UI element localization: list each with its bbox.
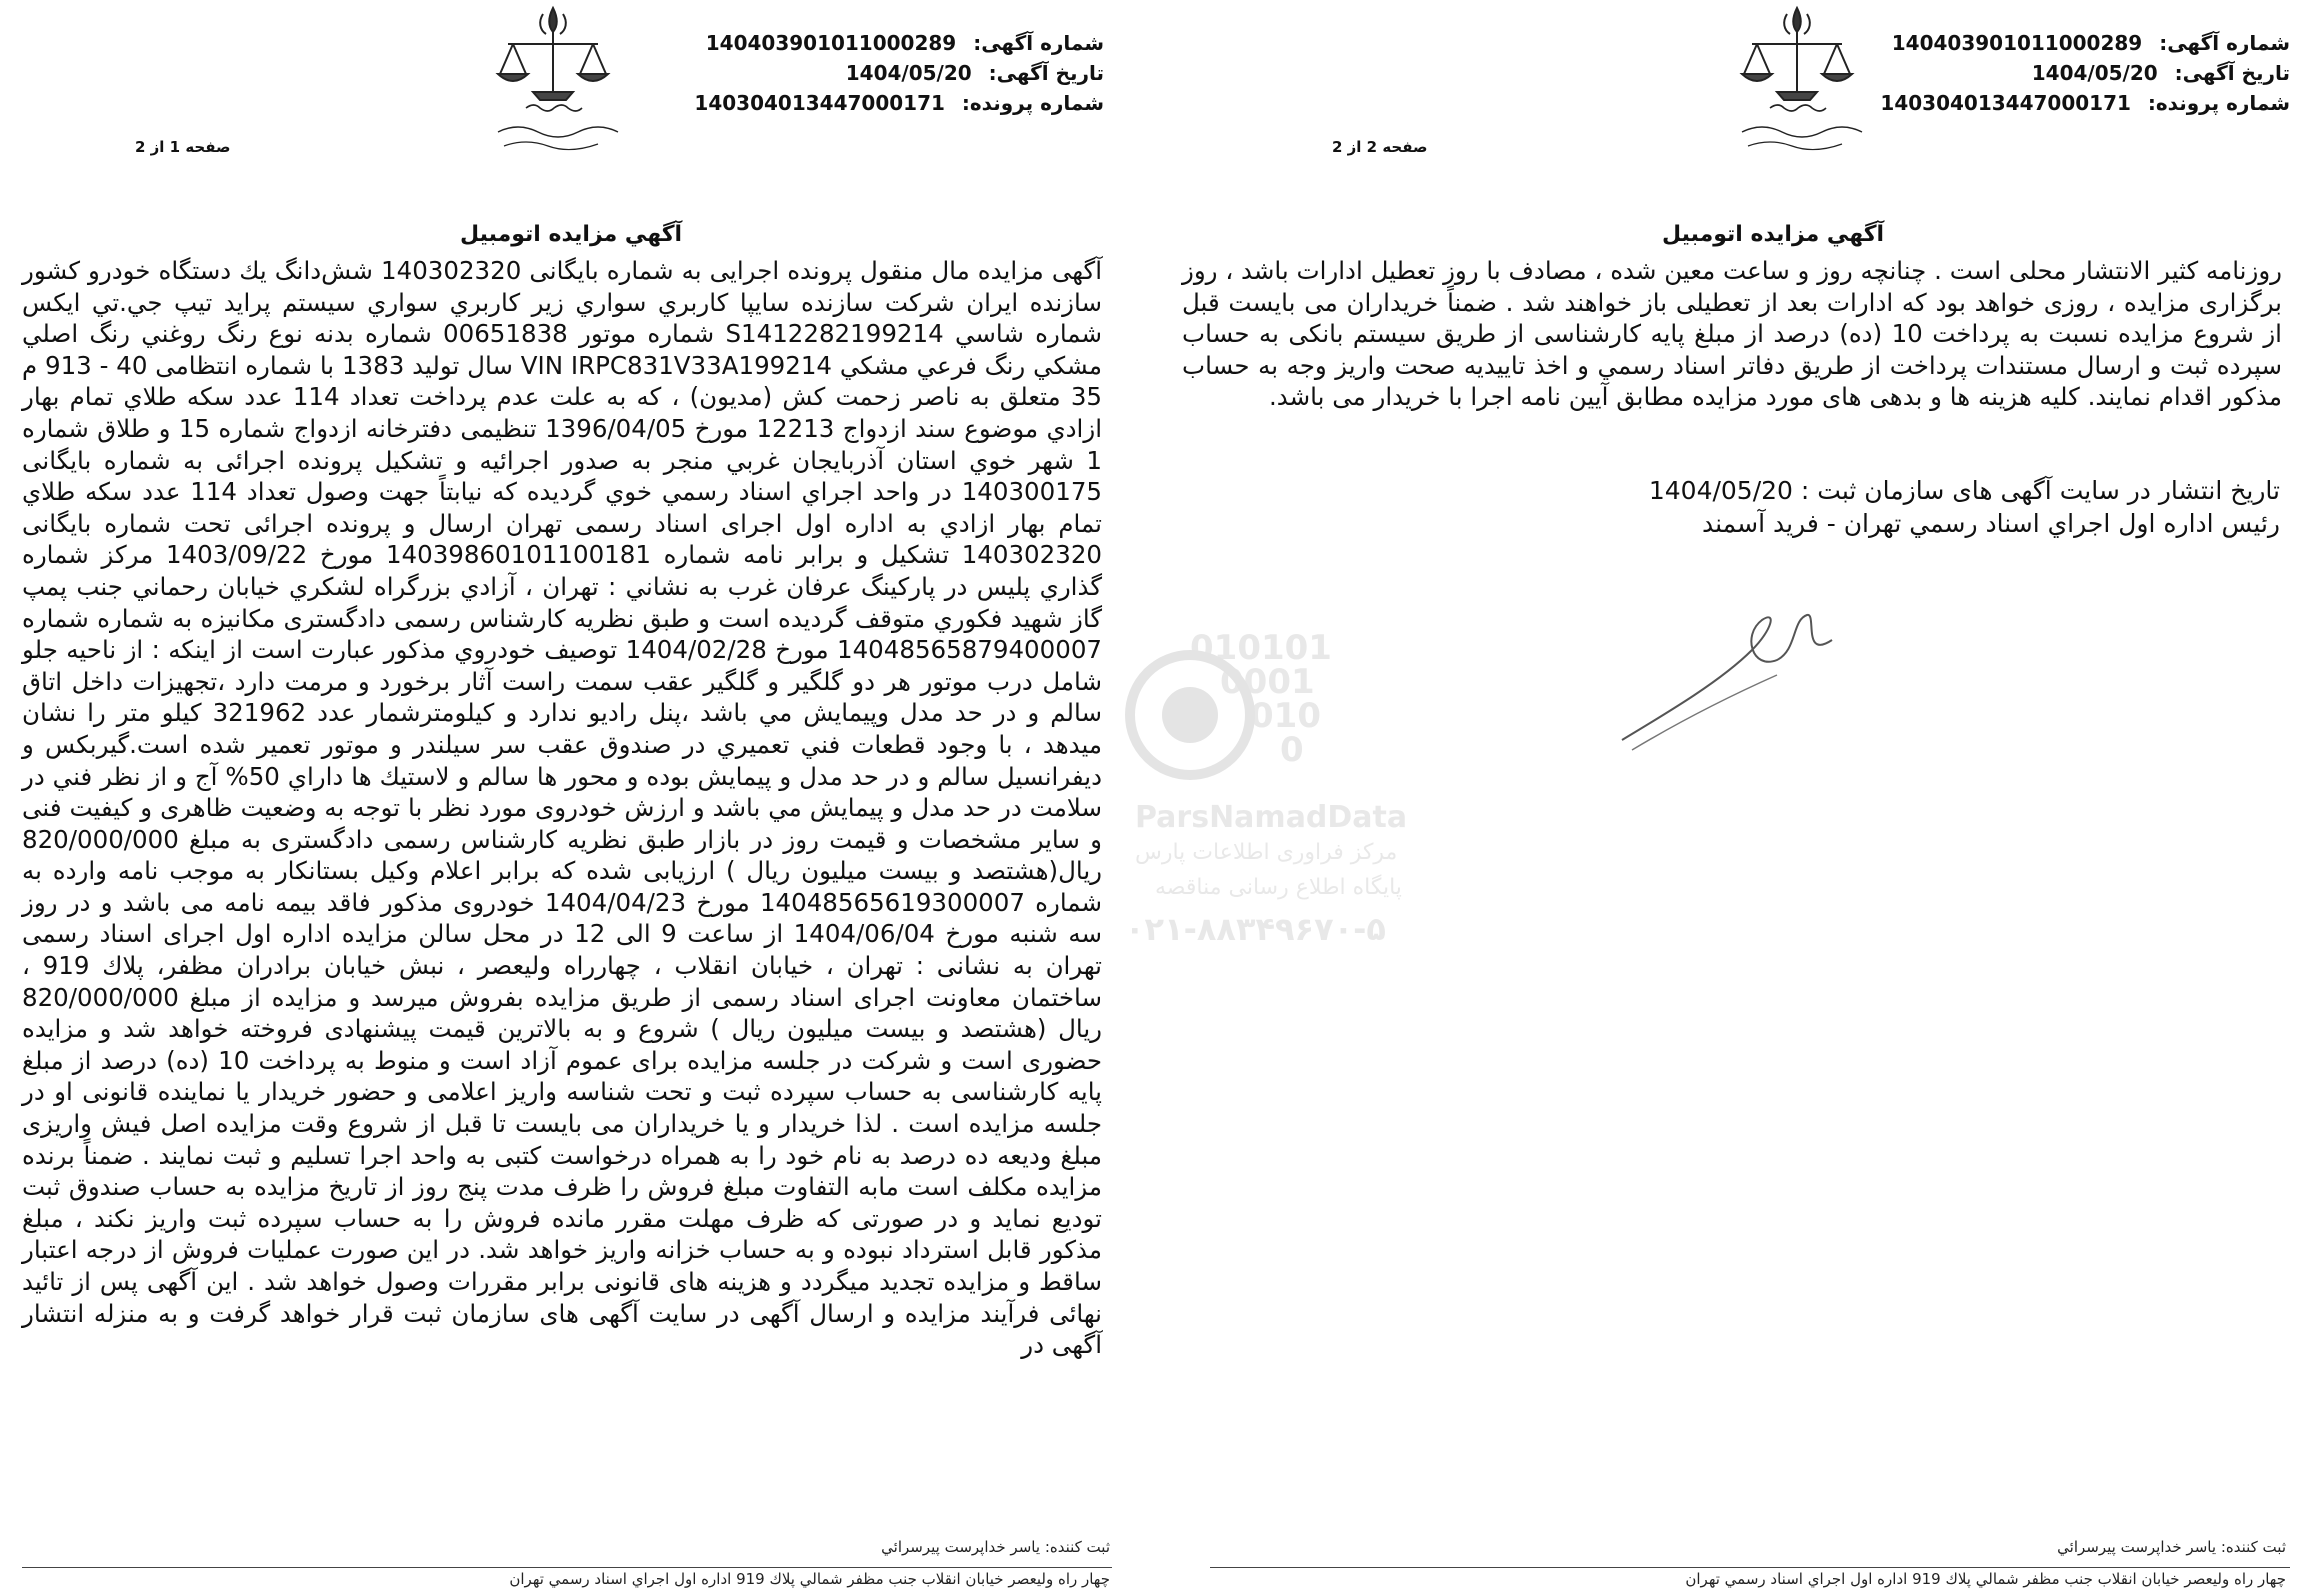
notice-date-label: تاریخ آگهی:	[2174, 61, 2290, 85]
footer-divider	[22, 1567, 1112, 1568]
chief-signatory-line: رئيس اداره اول اجراي اسناد رسمي تهران - فريد آسمند	[1702, 509, 2280, 538]
notice-number: 140403901011000289	[705, 31, 957, 55]
watermark-digits: 010101	[1190, 628, 1332, 668]
registrar-name: ياسر خداپرست پيرسرائي	[2057, 1538, 2217, 1556]
registrar-name: ياسر خداپرست پيرسرائي	[881, 1538, 1041, 1556]
notice-number-label: شماره آگهی:	[973, 31, 1104, 55]
notice-date: 1404/05/20	[2031, 61, 2158, 85]
watermark-digits: 010	[1250, 696, 1321, 736]
watermark-phone: ۰۲۱-۸۸۳۴۹۶۷۰-۵	[1125, 910, 1386, 948]
notice-date: 1404/05/20	[845, 61, 972, 85]
notice-date-row	[1880, 58, 2290, 88]
watermark-digits: 0001	[1220, 662, 1315, 702]
notice-title: آگهي مزايده اتومبيل	[460, 222, 683, 247]
registrar	[2057, 1538, 2286, 1556]
parsnamad-watermark	[1095, 600, 1408, 1020]
office-address: چهار راه وليعصر خيابان انقلاب جنب مظفر شمالي پلاك 919 اداره اول اجراي اسناد رسمي تهران	[1685, 1570, 2286, 1588]
notice-body: روزنامه كثير الانتشار محلی است . چنانچه روز و ساعت معين شده ، مصادف با روز تعطيل ادارات باشد ، روز برگزاری مزايده ، روزی خواهد بود كه ادارات بعد از تعطيلی باز خواهند شد . ضمناً خريداران می بايست قبل از شروع مزايده نسبت به پرداخت 10 (ده) درصد از مبلغ پايه كارشناسی از طريق سيستم بانكی به حساب سپرده ثبت و ارسال مستندات پرداخت از طريق دفاتر اسناد رسمي و اخذ تاييديه صحت واريز وجه به حساب مذكور اقدام نمايند. كليه هزينه ها و بدهی های مورد مزايده مطابق آيين نامه اجرا با خريدار می باشد.	[1182, 256, 2282, 412]
registrar	[881, 1538, 1110, 1556]
notice-body: آگهی مزایده مال منقول پرونده اجرایی به شماره بایگانی 140302320 شش‌دانگ یك دستگاه خودرو كشور سازنده ایران شركت سازنده سايپا كاربري سواري زير كاربري سواري سيستم پرايد تيپ جي.تي ايكس شماره شاسي S1412282199214 شماره موتور 00651838 شماره بدنه نوع رنگ روغني رنگ اصلي مشكي رنگ فرعي مشكي VIN IRPC831V33A199214 سال توليد 1383 با شماره انتظامی 40 - 913 م 35 متعلق به ناصر زحمت كش (مديون) ، كه به علت عدم پرداخت تعداد 114 عدد سكه طلاي تمام بهار ازادي موضوع سند ازدواج 12213 مورخ 1396/04/05 تنظيمی دفترخانه ازدواج شماره 15 و طلاق شماره 1 شهر خوي استان آذربايجان غربي منجر به صدور اجرائيه و تشكيل پرونده اجرائی به شماره بايگانی 140300175 در واحد اجراي اسناد رسمي خوي گرديده كه نيابتاً جهت وصول تعداد 114 عدد سكه طلاي تمام بهار ازادي به اداره اول اجرای اسناد رسمی تهران ارسال و پرونده اجرائی تحت شماره بايگانی 140302320 تشكيل و برابر نامه شماره 14039860101100181 مورخ 1403/09/22 مركز شماره گذاري پليس در پاركينگ عرفان غرب به نشاني : تهران ، آزادي بزرگراه لشكري خيابان رحماني جنب پمپ گاز شهيد فكوري متوقف گرديده است و طبق نظريه كارشناس رسمی دادگستری مكانيزه به شماره شماره 14048565879400007 مورخ 1404/02/28 توصيف خودروي مذكور عبارت است از اينكه : از ناحيه جلو شامل درب موتور هر دو گلگير و گلگير عقب سمت راست آثار برخورد و مرمت دارد ،تجهيزات داخل اتاق سالم و در حد مدل وپيمايش مي باشد ،پنل راديو ندارد و كيلومترشمار عدد 321962 كيلو متر را نشان ميدهد ، با وجود قطعات فني تعميري در صندوق عقب سر سيلندر و موتور تعمير شده است.گيربكس و ديفرانسيل سالم و در حد مدل و پيمايش بوده و محور ها سالم و لاستيك ها داراي 50% آج و از نظر فني در سلامت در حد مدل و پيمايش مي باشد و ارزش خودروی مورد نظر با توجه به وضعيت ظاهری و كيفيت فنی و ساير مشخصات و قيمت روز در بازار طبق نظريه كارشناس رسمی دادگستری به مبلغ 820/000/000 ريال(هشتصد و بيست ميليون ريال ) ارزيابی شده كه برابر اعلام وكيل بستانكار به موجب نامه وارده به شماره 14048565619300007 مورخ 1404/04/23 خودروی مذكور فاقد بيمه نامه می باشد و در روز سه شنبه مورخ 1404/06/04 از ساعت 9 الی 12 در محل سالن مزايده اداره اول اجرای اسناد رسمی تهران به نشانی : تهران ، خيابان انقلاب ، چهارراه وليعصر ، نبش خيابان برادران مظفر، پلاك 919 ، ساختمان معاونت اجرای اسناد رسمی از طريق مزايده بفروش ميرسد و مزايده از مبلغ 820/000/000 ريال (هشتصد و بيست ميليون ريال ) شروع و به بالاترين قيمت پيشنهادی فروخته خواهد شد و مزايده حضوری است و شركت در جلسه مزايده برای عموم آزاد است و منوط به پرداخت 10 (ده) درصد از مبلغ پايه كارشناسی به حساب سپرده ثبت و تحت شناسه واريز اعلامی و حضور خريدار يا نماينده قانونی او در جلسه مزايده است . لذا خريدار و يا خريداران می بايست تا قبل از شروع وقت مزايده اصل فيش واريزی مبلغ وديعه ده درصد به نام خود را به همراه درخواست كتبی به واحد اجرا تسليم و ثبت نمايند . ضمناً برنده مزايده مكلف است مابه التفاوت مبلغ فروش را ظرف مدت پنج روز از تاريخ مزايده به حساب صندوق ثبت توديع نمايد و در صورتی كه ظرف مهلت مقرر مانده فروش را به حساب سپرده ثبت واريز نكند ، مبلغ مذكور قابل استرداد نبوده و به حساب خزانه واريز خواهد شد. در اين صورت عمليات فروش از درجه اعتبار ساقط و مزايده تجديد ميگردد و هزينه های قانونی برابر مقررات وصول خواهد شد . اين آگهی پس از تائيد نهائی فرآيند مزايده و ارسال آگهی در سايت آگهی های سازمان ثبت قرار خواهد گرفت و به منزله انتشار آگهی در	[22, 256, 1103, 1360]
notice-number-row	[1880, 28, 2290, 58]
notice-number: 140403901011000289	[1891, 31, 2143, 55]
watermark-logo-icon	[1115, 640, 1265, 790]
judiciary-emblem-icon	[1712, 0, 1882, 170]
registrar-label: ثبت كننده:	[2220, 1538, 2286, 1556]
case-number-row	[694, 88, 1104, 118]
page-number: صفحه 1 از 2	[135, 138, 231, 156]
footer-divider	[1210, 1567, 2290, 1568]
office-address: چهار راه وليعصر خيابان انقلاب جنب مظفر شمالي پلاك 919 اداره اول اجراي اسناد رسمي تهران	[509, 1570, 1110, 1588]
notice-date-row	[694, 58, 1104, 88]
case-number: 140304013447000171	[1880, 91, 2131, 115]
notice-date-label: تاریخ آگهی:	[988, 61, 1104, 85]
notice-number-label: شماره آگهی:	[2159, 31, 2290, 55]
page-number: صفحه 2 از 2	[1332, 138, 1428, 156]
judiciary-emblem-icon	[468, 0, 638, 170]
case-number: 140304013447000171	[694, 91, 945, 115]
notice-header	[694, 28, 1104, 118]
watermark-brand: ParsNamadData	[1135, 800, 1408, 835]
watermark-line: پايگاه اطلاع رسانی مناقصه	[1155, 875, 1402, 900]
notice-title: آگهي مزايده اتومبيل	[1662, 222, 1885, 247]
watermark-line: مركز فراوری اطلاعات پارس	[1135, 840, 1398, 865]
registrar-label: ثبت كننده:	[1044, 1538, 1110, 1556]
handwritten-signature	[1602, 600, 1862, 760]
publish-date-line: تاريخ انتشار در سايت آگهی های سازمان ثبت : 1404/05/20	[1648, 476, 2280, 505]
case-number-row	[1880, 88, 2290, 118]
notice-header	[1880, 28, 2290, 118]
notice-number-row	[694, 28, 1104, 58]
case-number-label: شماره پرونده:	[961, 91, 1104, 115]
case-number-label: شماره پرونده:	[2147, 91, 2290, 115]
watermark-digits: 0	[1280, 730, 1304, 770]
